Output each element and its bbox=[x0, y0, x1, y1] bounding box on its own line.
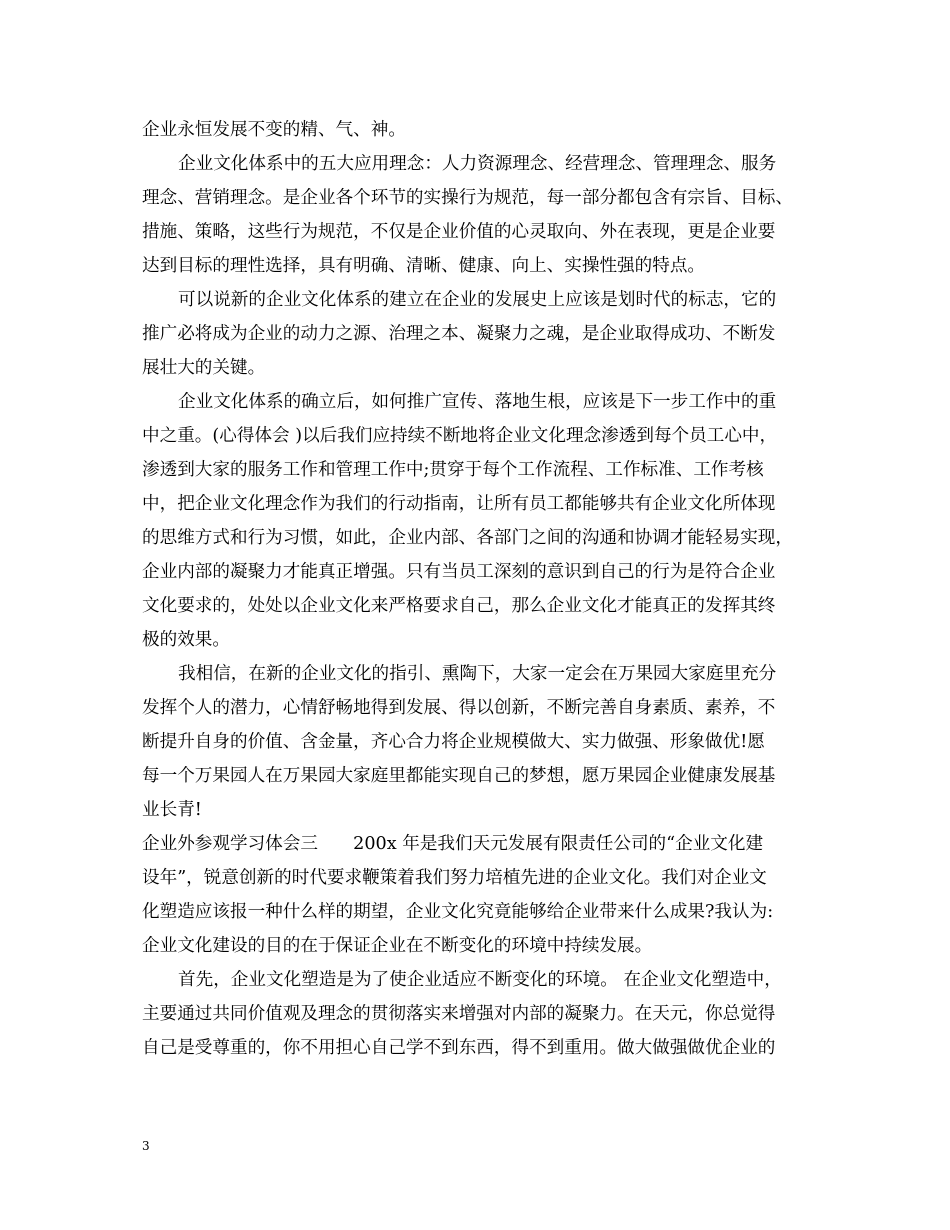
text-line: 发挥个人的潜力，心情舒畅地得到发展、得以创新，不断完善自身素质、素养，不 bbox=[142, 698, 776, 718]
text-line: 化塑造应该报一种什么样的期望，企业文化究竟能够给企业带来什么成果?我认为: bbox=[142, 902, 774, 922]
text-line: 主要通过共同价值观及理念的贯彻落实来增强对内部的凝聚力。在天元，你总觉得 bbox=[142, 1004, 776, 1024]
text-line: 措施、策略，这些行为规范，不仅是企业价值的心灵取向、外在表现，更是企业要 bbox=[142, 222, 776, 242]
text-line: 企业文化体系中的五大应用理念：人力资源理念、经营理念、管理理念、服务 bbox=[178, 154, 777, 174]
text-line: 设年”，锐意创新的时代要求鞭策着我们努力培植先进的企业文化。我们对企业文 bbox=[142, 868, 767, 888]
text-line: 我相信，在新的企业文化的指引、熏陶下，大家一定会在万果园大家庭里充分 bbox=[178, 664, 777, 684]
text-line: 理念、营销理念。是企业各个环节的实操行为规范，每一部分都包含有宗旨、目标、 bbox=[142, 188, 793, 208]
text-line: 文化要求的，处处以企业文化来严格要求自己，那么企业文化才能真正的发挥其终 bbox=[142, 596, 776, 616]
text-line: 首先，企业文化塑造是为了使企业适应不断变化的环境。 在企业文化塑造中， bbox=[178, 970, 782, 990]
text-line: 企业内部的凝聚力才能真正增强。只有当员工深刻的意识到自己的行为是符合企业 bbox=[142, 562, 776, 582]
text-line: 可以说新的企业文化体系的建立在企业的发展史上应该是划时代的标志，它的 bbox=[178, 290, 777, 310]
text-line: 每一个万果园人在万果园大家庭里都能实现自己的梦想，愿万果园企业健康发展基 bbox=[142, 766, 776, 786]
text-line: 自己是受尊重的，你不用担心自己学不到东西，得不到重用。做大做强做优企业的 bbox=[142, 1038, 776, 1058]
text-line: 极的效果。 bbox=[142, 630, 230, 650]
text-line: 断提升自身的价值、含金量，齐心合力将企业规模做大、实力做强、形象做优!愿 bbox=[142, 732, 765, 752]
text-line: 业长青! bbox=[142, 800, 202, 820]
text-line: 企业文化体系的确立后，如何推广宣传、落地生根，应该是下一步工作中的重 bbox=[178, 392, 777, 412]
text-line: 企业文化建设的目的在于保证企业在不断变化的环境中持续发展。 bbox=[142, 936, 653, 956]
text-line: 中，把企业文化理念作为我们的行动指南，让所有员工都能够共有企业文化所体现 bbox=[142, 494, 776, 514]
text-line: 展壮大的关键。 bbox=[142, 358, 266, 378]
text-line: 企业永恒发展不变的精、气、神。 bbox=[142, 120, 406, 140]
text-line: 推广必将成为企业的动力之源、治理之本、凝聚力之魂，是企业取得成功、不断发 bbox=[142, 324, 776, 344]
page-number: 3 bbox=[142, 1139, 150, 1153]
text-line: 渗透到大家的服务工作和管理工作中;贯穿于每个工作流程、工作标准、工作考核 bbox=[142, 460, 764, 480]
text-line: 企业外参观学习体会三 200x 年是我们天元发展有限责任公司的“企业文化建 bbox=[142, 834, 764, 854]
text-line: 的思维方式和行为习惯，如此，企业内部、各部门之间的沟通和协调才能轻易实现， bbox=[142, 528, 793, 548]
text-line: 中之重。(心得体会 )以后我们应持续不断地将企业文化理念渗透到每个员工心中， bbox=[142, 426, 778, 446]
text-line: 达到目标的理性选择，具有明确、清晰、健康、向上、实操性强的特点。 bbox=[142, 256, 706, 276]
